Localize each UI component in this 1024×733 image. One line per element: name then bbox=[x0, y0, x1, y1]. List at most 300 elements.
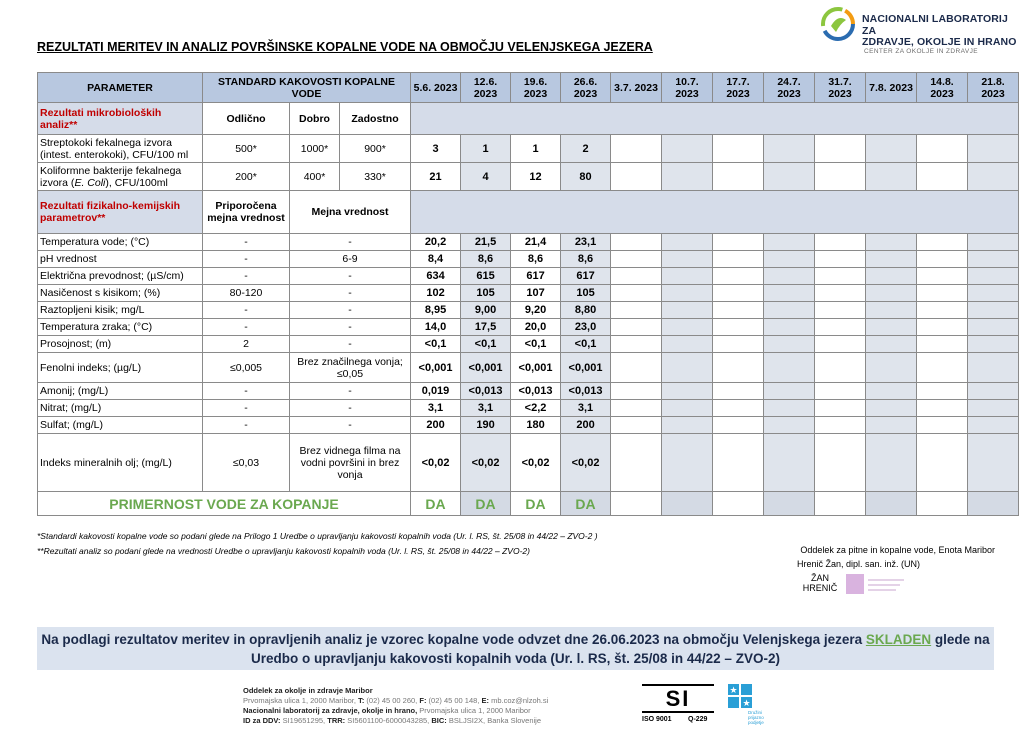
empty-cell bbox=[713, 268, 764, 285]
empty-cell bbox=[815, 302, 866, 319]
parameter-name: Indeks mineralnih olj; (mg/L) bbox=[38, 434, 203, 492]
limit-value: - bbox=[290, 234, 411, 251]
parameter-name: Nitrat; (mg/L) bbox=[38, 400, 203, 417]
empty-cell bbox=[815, 417, 866, 434]
empty-cell bbox=[662, 234, 713, 251]
parameter-name: Prosojnost; (m) bbox=[38, 336, 203, 353]
empty-cell bbox=[611, 492, 662, 516]
si-mark: SI bbox=[665, 686, 691, 711]
result-cell: 23,0 bbox=[561, 319, 611, 336]
result-cell: 615 bbox=[461, 268, 511, 285]
contact-fax: (02) 45 00 148, bbox=[426, 696, 482, 705]
std-value: 900* bbox=[340, 135, 411, 163]
contact-bic-label: BIC: bbox=[431, 716, 447, 725]
institute-name-line2: ZDRAVJE, OKOLJE IN HRANO bbox=[862, 36, 1017, 48]
recommended-limit: 2 bbox=[203, 336, 290, 353]
limit-value: Brez značilnega vonja; ≤0,05 bbox=[290, 353, 411, 383]
result-cell: 9,00 bbox=[461, 302, 511, 319]
empty-cell bbox=[713, 353, 764, 383]
empty-cell bbox=[866, 268, 917, 285]
date-header: 7.8. 2023 bbox=[866, 73, 917, 103]
empty-cell bbox=[611, 353, 662, 383]
empty-cell bbox=[866, 353, 917, 383]
result-cell: 8,6 bbox=[511, 251, 561, 268]
result-cell: 2 bbox=[561, 135, 611, 163]
contact-address: Prvomajska ulica 1, 2000 Maribor, bbox=[243, 696, 359, 705]
summary-row bbox=[38, 492, 1019, 516]
empty-cell bbox=[611, 268, 662, 285]
parameter-name: Sulfat; (mg/L) bbox=[38, 417, 203, 434]
empty-cell bbox=[662, 268, 713, 285]
limit-value: - bbox=[290, 268, 411, 285]
result-cell: 17,5 bbox=[461, 319, 511, 336]
contact-vat-label: ID za DDV: bbox=[243, 716, 281, 725]
recommended-limit: - bbox=[203, 302, 290, 319]
empty-cell bbox=[968, 319, 1019, 336]
svg-text:★: ★ bbox=[742, 699, 751, 708]
limit-value: - bbox=[290, 319, 411, 336]
badge-text: Družini bbox=[748, 710, 763, 715]
empty-cell bbox=[713, 251, 764, 268]
empty-cell bbox=[815, 434, 866, 492]
result-cell: 80 bbox=[561, 163, 611, 191]
chem-rows bbox=[38, 234, 1019, 492]
table-row bbox=[38, 251, 1019, 268]
result-cell: 1 bbox=[461, 135, 511, 163]
contact-department: Oddelek za okolje in zdravje Maribor bbox=[243, 686, 373, 695]
result-cell: <2,2 bbox=[511, 400, 561, 417]
contact-email-label: E: bbox=[481, 696, 489, 705]
recommended-limit: ≤0,005 bbox=[203, 353, 290, 383]
result-cell: <0,001 bbox=[411, 353, 461, 383]
table-row bbox=[38, 319, 1019, 336]
empty-cell bbox=[611, 302, 662, 319]
footnote-results: **Rezultati analiz so podani glede na vrednosti Uredbe o upravljanju kakovosti kopalnih voda (Ur. l. RS, št. 25/08 in 44/22 – ZVO-2) bbox=[37, 546, 530, 556]
empty-cell bbox=[611, 163, 662, 191]
siq-certificate-logo bbox=[640, 684, 720, 728]
empty-cell bbox=[662, 319, 713, 336]
empty-cell bbox=[611, 251, 662, 268]
recommended-limit: - bbox=[203, 400, 290, 417]
empty-cell bbox=[917, 285, 968, 302]
empty-cell bbox=[764, 234, 815, 251]
date-header: 24.7. 2023 bbox=[764, 73, 815, 103]
date-header: 17.7. 2023 bbox=[713, 73, 764, 103]
empty-cell bbox=[968, 336, 1019, 353]
empty-cell bbox=[764, 383, 815, 400]
result-cell: <0,1 bbox=[411, 336, 461, 353]
contact-institution-address: Prvomajska ulica 1, 2000 Maribor bbox=[417, 706, 531, 715]
suitability-value: DA bbox=[511, 492, 561, 516]
std-zadostno-header: Zadostno bbox=[340, 103, 411, 135]
result-cell: 23,1 bbox=[561, 234, 611, 251]
result-cell: 8,4 bbox=[411, 251, 461, 268]
svg-text:★: ★ bbox=[729, 686, 738, 696]
table-row bbox=[38, 268, 1019, 285]
family-friendly-badge bbox=[720, 684, 764, 728]
empty-cell bbox=[764, 163, 815, 191]
std-value: 200* bbox=[203, 163, 290, 191]
institute-name bbox=[862, 14, 1020, 49]
empty-cell bbox=[866, 383, 917, 400]
result-cell: 617 bbox=[561, 268, 611, 285]
empty-cell bbox=[866, 417, 917, 434]
empty-cell bbox=[611, 336, 662, 353]
parameter-name: Nasičenost s kisikom; (%) bbox=[38, 285, 203, 302]
empty-cell bbox=[917, 302, 968, 319]
table-row bbox=[38, 234, 1019, 251]
parameter-name-italic: E. Coli bbox=[74, 176, 106, 189]
signature-person: Hrenič Žan, dipl. san. inž. (UN) bbox=[796, 559, 920, 569]
empty-cell bbox=[713, 417, 764, 434]
date-header: 10.7. 2023 bbox=[662, 73, 713, 103]
empty-cell bbox=[968, 417, 1019, 434]
empty-cell bbox=[968, 251, 1019, 268]
contact-vat: SI19651295, bbox=[280, 716, 328, 725]
result-cell: 3,1 bbox=[411, 400, 461, 417]
empty-cell bbox=[866, 434, 917, 492]
empty-cell bbox=[866, 336, 917, 353]
recommended-limit: - bbox=[203, 319, 290, 336]
signature-last-name: HRENIČ bbox=[802, 583, 838, 593]
empty-cell bbox=[968, 492, 1019, 516]
empty-cell bbox=[815, 400, 866, 417]
table-row bbox=[38, 353, 1019, 383]
empty-cell bbox=[713, 163, 764, 191]
empty-cell bbox=[611, 234, 662, 251]
limit-value: - bbox=[290, 400, 411, 417]
result-cell: 3,1 bbox=[561, 400, 611, 417]
empty-cell bbox=[917, 319, 968, 336]
badge-text: podjetje bbox=[748, 720, 764, 725]
signature-department: Oddelek za pitne in kopalne vode, Enota Maribor bbox=[800, 545, 995, 555]
empty-cell bbox=[968, 400, 1019, 417]
empty-cell bbox=[611, 319, 662, 336]
empty-cell bbox=[764, 302, 815, 319]
empty-cell bbox=[815, 319, 866, 336]
empty-cell bbox=[917, 400, 968, 417]
header-row bbox=[38, 73, 1019, 103]
limit-value: - bbox=[290, 383, 411, 400]
std-limit-header: Mejna vrednost bbox=[290, 191, 411, 234]
recommended-limit: ≤0,03 bbox=[203, 434, 290, 492]
empty-cell bbox=[815, 135, 866, 163]
contact-block bbox=[243, 686, 548, 726]
contact-institution: Nacionalni laboratorij za zdravje, okolje in hrano, bbox=[243, 706, 418, 715]
result-cell: <0,1 bbox=[561, 336, 611, 353]
suitability-label: PRIMERNOST VODE ZA KOPANJE bbox=[38, 492, 411, 516]
empty-cell bbox=[815, 353, 866, 383]
empty-cell bbox=[866, 400, 917, 417]
parameter-name: Fenolni indeks; (µg/L) bbox=[38, 353, 203, 383]
recommended-limit: - bbox=[203, 417, 290, 434]
empty-cell bbox=[968, 163, 1019, 191]
result-cell: <0,1 bbox=[511, 336, 561, 353]
std-odlicno-header: Odlično bbox=[203, 103, 290, 135]
result-cell: 8,80 bbox=[561, 302, 611, 319]
date-header: 26.6. 2023 bbox=[561, 73, 611, 103]
result-cell: 8,6 bbox=[561, 251, 611, 268]
empty-cell bbox=[713, 400, 764, 417]
empty-cell bbox=[662, 302, 713, 319]
empty-cell bbox=[968, 234, 1019, 251]
empty-cell bbox=[917, 417, 968, 434]
recommended-limit: 80-120 bbox=[203, 285, 290, 302]
empty-cell bbox=[968, 135, 1019, 163]
empty-cell bbox=[713, 285, 764, 302]
empty-cell bbox=[713, 319, 764, 336]
result-cell: 21,5 bbox=[461, 234, 511, 251]
std-dobro-header: Dobro bbox=[290, 103, 340, 135]
empty-cell bbox=[662, 400, 713, 417]
institute-name-line1: NACIONALNI LABORATORIJ ZA bbox=[862, 13, 1008, 37]
result-cell: 617 bbox=[511, 268, 561, 285]
empty-cell bbox=[917, 336, 968, 353]
table-row bbox=[38, 285, 1019, 302]
limit-value: 6-9 bbox=[290, 251, 411, 268]
result-cell: 8,6 bbox=[461, 251, 511, 268]
empty-cell bbox=[611, 417, 662, 434]
empty-cell bbox=[866, 319, 917, 336]
parameter-name-part: Koliformne bakterije fekalnega izvora ( bbox=[40, 164, 182, 189]
standard-header: STANDARD KAKOVOSTI KOPALNE VODE bbox=[203, 73, 411, 103]
result-cell: <0,02 bbox=[461, 434, 511, 492]
iso-label: ISO 9001 bbox=[642, 716, 672, 723]
empty-cell bbox=[662, 135, 713, 163]
std-value: 500* bbox=[203, 135, 290, 163]
empty-cell bbox=[815, 336, 866, 353]
result-cell: <0,013 bbox=[511, 383, 561, 400]
empty-cell bbox=[713, 135, 764, 163]
empty-cell bbox=[815, 383, 866, 400]
table-row bbox=[38, 302, 1019, 319]
parameter-name-part: ), CFU/100ml bbox=[105, 176, 168, 189]
empty-cell bbox=[713, 383, 764, 400]
empty-cell bbox=[611, 434, 662, 492]
result-cell: 3,1 bbox=[461, 400, 511, 417]
empty-cell bbox=[764, 251, 815, 268]
parameter-name: pH vrednost bbox=[38, 251, 203, 268]
suitability-value: DA bbox=[461, 492, 511, 516]
empty-cell bbox=[968, 268, 1019, 285]
result-cell: 21,4 bbox=[511, 234, 561, 251]
parameter-name bbox=[38, 163, 203, 191]
empty-cell bbox=[968, 353, 1019, 383]
result-cell: 9,20 bbox=[511, 302, 561, 319]
result-cell: 200 bbox=[411, 417, 461, 434]
recommended-limit: - bbox=[203, 268, 290, 285]
empty-cell bbox=[662, 492, 713, 516]
empty-cell bbox=[713, 336, 764, 353]
empty-cell bbox=[917, 434, 968, 492]
result-cell: <0,013 bbox=[561, 383, 611, 400]
result-cell: 20,2 bbox=[411, 234, 461, 251]
empty-cell bbox=[815, 251, 866, 268]
parameter-header: PARAMETER bbox=[38, 73, 203, 103]
table-row bbox=[38, 417, 1019, 434]
conclusion-text: Na podlagi rezultatov meritev in opravljenih analiz je vzorec kopalne vode odvzet dne 26.06.2023 na območju Velenjskega jezera bbox=[41, 632, 866, 647]
table-row bbox=[38, 135, 1019, 163]
conclusion-banner bbox=[37, 627, 994, 670]
date-header: 31.7. 2023 bbox=[815, 73, 866, 103]
result-cell: <0,001 bbox=[561, 353, 611, 383]
results-table bbox=[37, 72, 1019, 516]
empty-cell bbox=[713, 434, 764, 492]
result-cell: <0,02 bbox=[411, 434, 461, 492]
result-cell: 107 bbox=[511, 285, 561, 302]
micro-section-label: Rezultati mikrobioloških analiz** bbox=[38, 103, 203, 135]
result-cell: 190 bbox=[461, 417, 511, 434]
result-cell: 1 bbox=[511, 135, 561, 163]
family-friendly-icon bbox=[728, 684, 752, 708]
result-cell: 0,019 bbox=[411, 383, 461, 400]
table-row bbox=[38, 400, 1019, 417]
empty-cell bbox=[968, 434, 1019, 492]
result-cell: 4 bbox=[461, 163, 511, 191]
signature-first-name: ŽAN bbox=[811, 573, 829, 583]
contact-fax-label: F: bbox=[419, 696, 427, 705]
contact-bic: BSLJSI2X, Banka Slovenije bbox=[446, 716, 542, 725]
signature-stamp bbox=[800, 573, 840, 593]
result-cell: 180 bbox=[511, 417, 561, 434]
parameter-name: Raztopljeni kisik; mg/L bbox=[38, 302, 203, 319]
empty-cell bbox=[917, 492, 968, 516]
empty-cell bbox=[917, 383, 968, 400]
parameter-name: Temperatura vode; (°C) bbox=[38, 234, 203, 251]
limit-value: Brez vidnega filma na vodni površini in brez vonja bbox=[290, 434, 411, 492]
parameter-name: Amonij; (mg/L) bbox=[38, 383, 203, 400]
empty-cell bbox=[917, 353, 968, 383]
result-cell: 12 bbox=[511, 163, 561, 191]
badge-text: prijazno bbox=[748, 715, 764, 720]
empty-cell bbox=[764, 336, 815, 353]
empty-cell bbox=[764, 417, 815, 434]
empty-cell bbox=[764, 135, 815, 163]
empty-cell bbox=[917, 251, 968, 268]
result-cell: 8,95 bbox=[411, 302, 461, 319]
result-cell: <0,02 bbox=[511, 434, 561, 492]
result-cell: 3 bbox=[411, 135, 461, 163]
empty-cell bbox=[764, 268, 815, 285]
empty-cell bbox=[968, 302, 1019, 319]
result-cell: <0,001 bbox=[511, 353, 561, 383]
result-cell: <0,013 bbox=[461, 383, 511, 400]
empty-cell bbox=[662, 251, 713, 268]
std-value: 400* bbox=[290, 163, 340, 191]
document-title: REZULTATI MERITEV IN ANALIZ POVRŠINSKE KOPALNE VODE NA OBMOČJU VELENJSKEGA JEZERA bbox=[37, 40, 653, 54]
std-recommended-header: Priporočena mejna vrednost bbox=[203, 191, 290, 234]
date-header: 19.6. 2023 bbox=[511, 73, 561, 103]
empty-cell bbox=[662, 417, 713, 434]
limit-value: - bbox=[290, 302, 411, 319]
result-cell: 105 bbox=[461, 285, 511, 302]
result-cell: 200 bbox=[561, 417, 611, 434]
empty-cell bbox=[662, 434, 713, 492]
result-cell: 102 bbox=[411, 285, 461, 302]
empty-cell bbox=[815, 163, 866, 191]
empty-cell bbox=[611, 285, 662, 302]
table-row bbox=[38, 383, 1019, 400]
result-cell: <0,1 bbox=[461, 336, 511, 353]
empty-cell bbox=[764, 319, 815, 336]
empty-cell bbox=[917, 234, 968, 251]
limit-value: - bbox=[290, 336, 411, 353]
contact-account-label: TRR: bbox=[327, 716, 346, 725]
empty-cell bbox=[968, 383, 1019, 400]
empty-cell bbox=[764, 353, 815, 383]
institute-center: CENTER ZA OKOLJE IN ZDRAVJE bbox=[864, 48, 978, 55]
contact-account: SI5601100-6000043285, bbox=[345, 716, 432, 725]
parameter-name: Električna prevodnost; (µS/cm) bbox=[38, 268, 203, 285]
empty-cell bbox=[815, 268, 866, 285]
std-value: 330* bbox=[340, 163, 411, 191]
table-row bbox=[38, 336, 1019, 353]
conclusion-text-end: glede na Uredbo o upravljanju kakovosti kopalnih voda (Ur. l. RS, št. 25/08 in 44/22 – ZVO-2) bbox=[251, 632, 990, 666]
footnote-standards: *Standardi kakovosti kopalne vode so podani glede na Prilogo 1 Uredbe o upravljanju kakovosti kopalnih voda (Ur. l. RS, št. 25/08 in 44/22 – ZVO-2 ) bbox=[37, 531, 598, 541]
micro-section-row bbox=[38, 103, 1019, 135]
chem-section-label: Rezultati fizikalno-kemijskih parametrov** bbox=[38, 191, 203, 234]
parameter-name: Temperatura zraka; (°C) bbox=[38, 319, 203, 336]
result-cell: 21 bbox=[411, 163, 461, 191]
empty-cell bbox=[815, 234, 866, 251]
empty-cell bbox=[815, 285, 866, 302]
nlzoh-logo-icon bbox=[820, 6, 856, 42]
empty-cell bbox=[866, 285, 917, 302]
parameter-name: Streptokoki fekalnega izvora (intest. enterokoki), CFU/100 ml bbox=[38, 135, 203, 163]
empty-cell bbox=[764, 285, 815, 302]
empty-cell bbox=[815, 492, 866, 516]
empty-cell bbox=[866, 135, 917, 163]
empty-cell bbox=[662, 353, 713, 383]
empty-cell bbox=[713, 302, 764, 319]
section-band bbox=[411, 103, 1019, 135]
empty-cell bbox=[764, 492, 815, 516]
result-cell: <0,02 bbox=[561, 434, 611, 492]
suitability-value: DA bbox=[561, 492, 611, 516]
chem-section-row bbox=[38, 191, 1019, 234]
table-row bbox=[38, 434, 1019, 492]
empty-cell bbox=[866, 234, 917, 251]
date-header: 14.8. 2023 bbox=[917, 73, 968, 103]
contact-email: mb.coz@nlzoh.si bbox=[489, 696, 549, 705]
empty-cell bbox=[866, 163, 917, 191]
digital-signature-mark bbox=[846, 574, 906, 594]
result-cell: 105 bbox=[561, 285, 611, 302]
empty-cell bbox=[611, 135, 662, 163]
empty-cell bbox=[662, 163, 713, 191]
recommended-limit: - bbox=[203, 383, 290, 400]
empty-cell bbox=[611, 383, 662, 400]
empty-cell bbox=[611, 400, 662, 417]
recommended-limit: - bbox=[203, 251, 290, 268]
empty-cell bbox=[764, 434, 815, 492]
empty-cell bbox=[917, 135, 968, 163]
recommended-limit: - bbox=[203, 234, 290, 251]
date-header: 21.8. 2023 bbox=[968, 73, 1019, 103]
institute-logo bbox=[820, 6, 1020, 62]
q-label: Q-229 bbox=[688, 716, 708, 723]
empty-cell bbox=[917, 268, 968, 285]
empty-cell bbox=[968, 285, 1019, 302]
empty-cell bbox=[662, 383, 713, 400]
empty-cell bbox=[866, 302, 917, 319]
section-band bbox=[411, 191, 1019, 234]
result-cell: 20,0 bbox=[511, 319, 561, 336]
contact-phone: (02) 45 00 260, bbox=[364, 696, 420, 705]
empty-cell bbox=[662, 336, 713, 353]
suitability-value: DA bbox=[411, 492, 461, 516]
date-header: 3.7. 2023 bbox=[611, 73, 662, 103]
